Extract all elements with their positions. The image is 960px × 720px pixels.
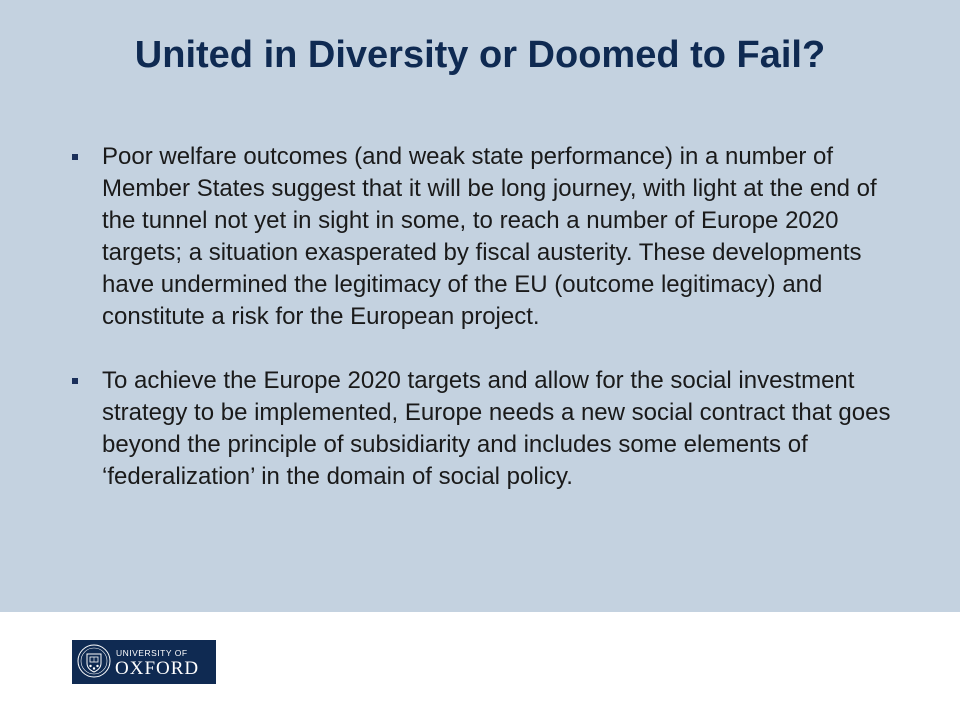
bullet-marker-icon	[72, 378, 78, 384]
university-logo	[72, 640, 216, 684]
bullet-text: To achieve the Europe 2020 targets and allow for the social investment strategy to be implemented, Europe needs a new social contract that goes beyond the principle of subsidiarity and includes some elements of ‘federalization’ in the domain of social policy.	[102, 367, 891, 490]
bullet-list	[72, 141, 892, 525]
bullet-marker-icon	[72, 154, 78, 160]
slide-title: United in Diversity or Doomed to Fail?	[134, 34, 826, 76]
oxford-crest-icon	[77, 644, 111, 678]
bullet-text: Poor welfare outcomes (and weak state performance) in a number of Member States suggest that it will be long journey, with light at the end of the tunnel not yet in sight in some, to reach a number of Europe 2020 targets; a situation exasperated by fiscal austerity. These developments have undermined the legitimacy of the EU (outcome legitimacy) and constitute a risk for the European project.	[102, 143, 877, 330]
bullet-item	[72, 141, 892, 333]
logo-text-university: UNIVERSITY OF	[116, 648, 188, 658]
logo-text-oxford: OXFORD	[115, 658, 200, 679]
bullet-item	[72, 365, 892, 493]
